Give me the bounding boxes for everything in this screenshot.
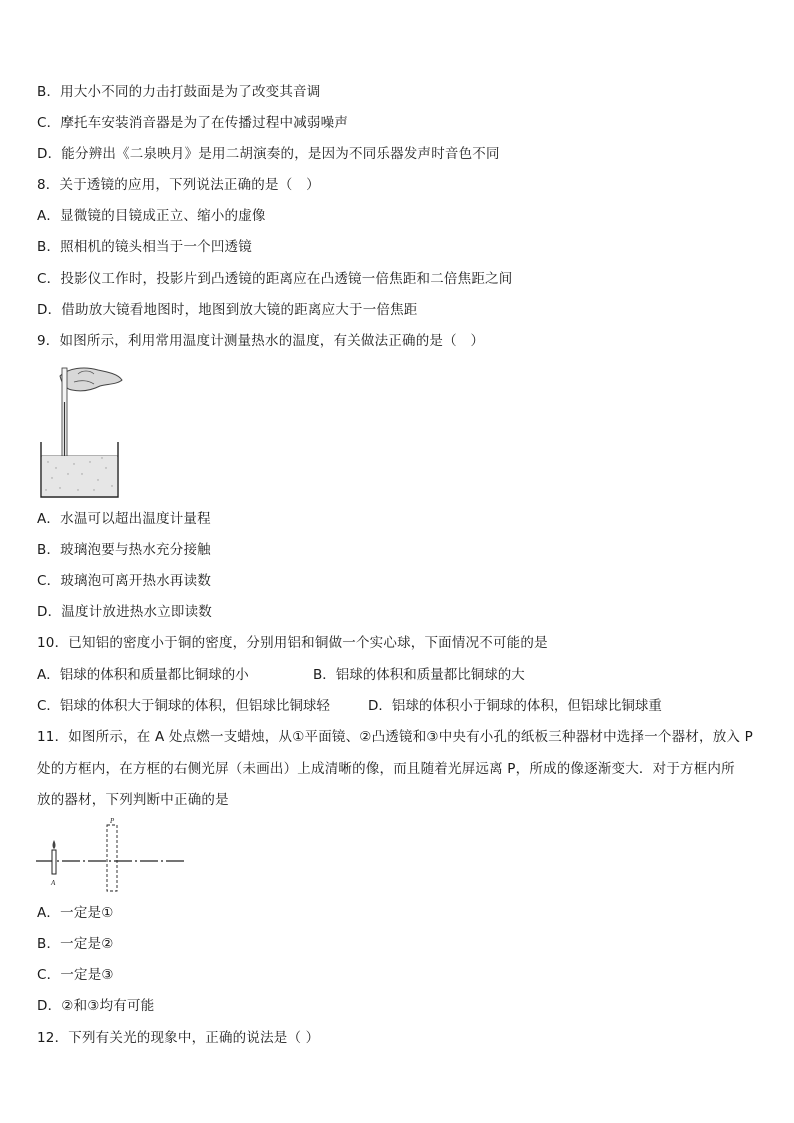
q9-option-c: C．玻璃泡可离开热水再读数: [37, 573, 212, 589]
fig-label-p: P: [110, 817, 115, 825]
q9-option-b: B．玻璃泡要与热水充分接触: [37, 542, 211, 558]
q8-stem: 8．关于透镜的应用，下列说法正确的是（ ）: [37, 177, 320, 193]
q10-option-a: A．铝球的体积和质量都比铜球的小: [37, 667, 249, 683]
q11-option-b: B．一定是②: [37, 936, 114, 952]
fig-label-a: A: [51, 879, 56, 887]
q10-option-d: D．铝球的体积小于铜球的体积，但铝球比铜球重: [368, 698, 662, 714]
q12-stem: 12．下列有关光的现象中，正确的说法是（ ）: [37, 1030, 320, 1046]
q11-option-a: A．一定是①: [37, 905, 114, 921]
q9-option-d: D．温度计放进热水立即读数: [37, 604, 212, 620]
q11-option-c: C．一定是③: [37, 967, 114, 983]
q8-option-b: B．照相机的镜头相当于一个凹透镜: [37, 239, 252, 255]
q11-stem-line-2: 处的方框内，在方框的右侧光屏（未画出）上成清晰的像，而且随着光屏远离 P，所成的像逐渐变大．对于方框内所: [37, 761, 735, 777]
candle-box-figure: [36, 812, 188, 892]
q7-option-b: B．用大小不同的力击打鼓面是为了改变其音调: [37, 84, 321, 100]
q11-option-d: D．②和③均有可能: [37, 998, 155, 1014]
q11-stem-line-3: 放的器材，下列判断中正确的是: [37, 792, 229, 808]
q9-option-a: A．水温可以超出温度计量程: [37, 511, 211, 527]
q8-option-d: D．借助放大镜看地图时，地图到放大镜的距离应大于一倍焦距: [37, 302, 418, 318]
q10-option-c: C．铝球的体积大于铜球的体积，但铝球比铜球轻: [37, 698, 330, 714]
q8-option-a: A．显微镜的目镜成正立、缩小的虚像: [37, 208, 266, 224]
q10-option-b: B．铝球的体积和质量都比铜球的大: [313, 667, 525, 683]
q7-option-c: C．摩托车安装消音器是为了在传播过程中减弱噪声: [37, 115, 349, 131]
q8-option-c: C．投影仪工作时，投影片到凸透镜的距离应在凸透镜一倍焦距和二倍焦距之间: [37, 271, 513, 287]
q10-stem: 10．已知铝的密度小于铜的密度，分别用铝和铜做一个实心球，下面情况不可能的是: [37, 635, 548, 651]
thermometer-beaker-figure: [38, 362, 124, 500]
q9-stem: 9．如图所示，利用常用温度计测量热水的温度，有关做法正确的是（ ）: [37, 333, 485, 349]
q11-stem-line-1: 11．如图所示，在 A 处点燃一支蜡烛，从①平面镜、②凸透镜和③中央有小孔的纸板三种器材中选择一个器材，放入 P: [37, 729, 753, 745]
q7-option-d: D．能分辨出《二泉映月》是用二胡演奏的，是因为不同乐器发声时音色不同: [37, 146, 500, 162]
